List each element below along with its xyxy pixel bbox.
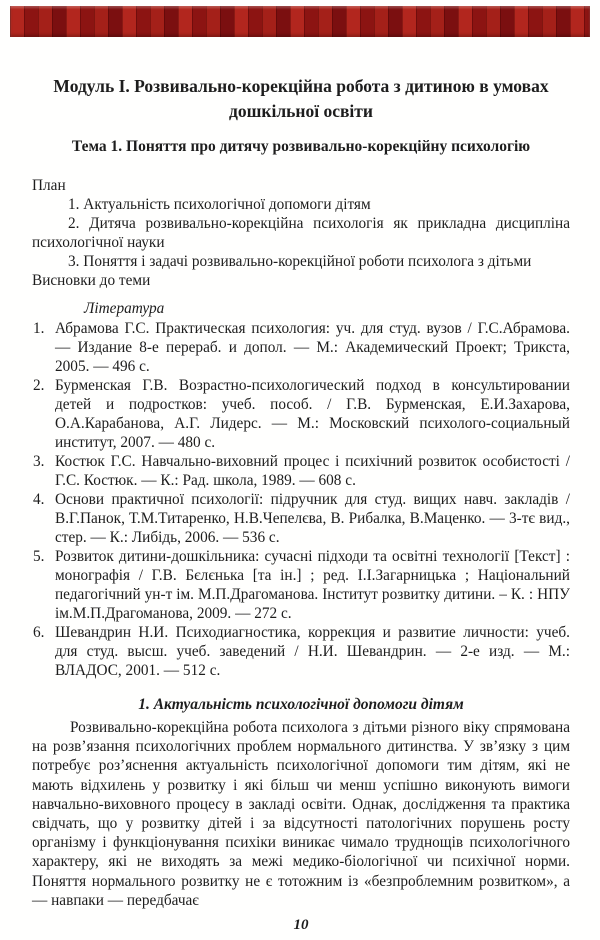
- module-title-line1: Модуль І. Розвивально-корекційна робота з дитиною в умовах: [53, 76, 549, 96]
- literature-item-number: 4.: [33, 491, 45, 508]
- module-title: [32, 74, 570, 124]
- literature-item-number: 3.: [33, 453, 45, 470]
- decorative-red-band: [10, 6, 590, 37]
- literature-item-text: Розвиток дитини-дошкільника: сучасні підходи та освітні технології [Текст] : монографія / Г.В. Бєлєнька [та ін.] ; ред. І.І.Загарницька ; Національний педагогічний ун-т ім. М.П.Драгоманова. Інститут розвитку дитини. – К. : НПУ ім.М.П.Драгоманова, 2009. — 272 с.: [55, 548, 570, 622]
- literature-item-text: Основи практичної психології: підручник для студ. вищих навч. закладів / В.Г.Панок, Т.М.Титаренко, Н.В.Чепелєва, В. Рибалка, В.Маценко. — 3-тє вид., стер. — К.: Либідь, 2006. — 536 с.: [55, 491, 570, 546]
- literature-item-text: Абрамова Г.С. Практическая психология: уч. для студ. вузов / Г.С.Абрамова. — Издание 8-е перераб. и допол. — М.: Академический Проект; Трикста, 2005. — 496 с.: [55, 320, 570, 375]
- literature-item: [32, 623, 570, 680]
- literature-item: [32, 490, 570, 547]
- literature-item-number: 1.: [33, 320, 45, 337]
- document-page: [0, 6, 600, 940]
- literature-item: [32, 452, 570, 490]
- plan-conclusions-label: Висновки до теми: [32, 272, 151, 289]
- plan-label: План: [32, 177, 66, 194]
- literature-item: [32, 547, 570, 623]
- plan-item-3: 3. Поняття і задачі розвивально-корекційної роботи психолога з дітьми: [68, 253, 532, 270]
- literature-label: Література: [84, 300, 165, 317]
- literature-section: [32, 299, 570, 680]
- literature-item: [32, 376, 570, 452]
- section-heading: 1. Актуальність психологічної допомоги дітям: [138, 696, 464, 713]
- page-number: 10: [293, 917, 309, 934]
- plan-section: [32, 176, 570, 290]
- body-paragraph: Розвивально-корекційна робота психолога з дітьми різного віку спрямована на розв’язання психологічних проблем нормального дитинства. У зв’язку з цим потребує роз’яснення актуальність психологічної допомоги тим дітям, які не мають відхилень у розвитку і які більш чи менш успішно виконують вимоги навчально-виховного процесу в закладі освіти. Однак, дослідження та практика свідчать, що у розвитку дітей і за відсутності патологічних порушень росту організму і функціонування психіки виникає чимало труднощів психологічного характеру, які не виходять за межі медико-біологічної чи психічної норми. Поняття нормального розвитку не є тотожним із «безпроблемним розвитком», а — навпаки — передбачає: [32, 719, 570, 909]
- topic-title: Тема 1. Поняття про дитячу розвивально-корекційну психологію: [71, 138, 531, 155]
- plan-item-2: 2. Дитяча розвивально-корекційна психологія як прикладна дисципліна психологічної науки: [32, 215, 570, 251]
- literature-item-number: 5.: [33, 548, 45, 565]
- literature-item: [32, 319, 570, 376]
- plan-item-1: 1. Актуальність психологічної допомоги дітям: [68, 196, 371, 213]
- literature-item-number: 2.: [33, 377, 45, 394]
- page-content: [0, 74, 600, 934]
- literature-item-number: 6.: [33, 624, 45, 641]
- literature-item-text: Шевандрин Н.И. Психодиагностика, коррекция и развитие личности: учеб. для студ. высш. учеб. заведений / Н.И. Шевандрин. — 2-е изд. — М.: ВЛАДОС, 2001. — 512 с.: [55, 624, 570, 679]
- literature-item-text: Костюк Г.С. Навчально-виховний процес і психічний розвиток особистості / Г.С. Костюк. — К.: Рад. школа, 1989. — 608 с.: [55, 453, 570, 489]
- literature-item-text: Бурменская Г.В. Возрастно-психологический подход в консультировании детей и подростков: учеб. пособ. / Г.В. Бурменская, Е.И.Захарова, О.А.Карабанова, А.Г. Лидерс. — М.: Московский психолого-социальный институт, 2007. — 480 с.: [55, 377, 570, 451]
- module-title-line2: дошкільної освіти: [229, 101, 373, 121]
